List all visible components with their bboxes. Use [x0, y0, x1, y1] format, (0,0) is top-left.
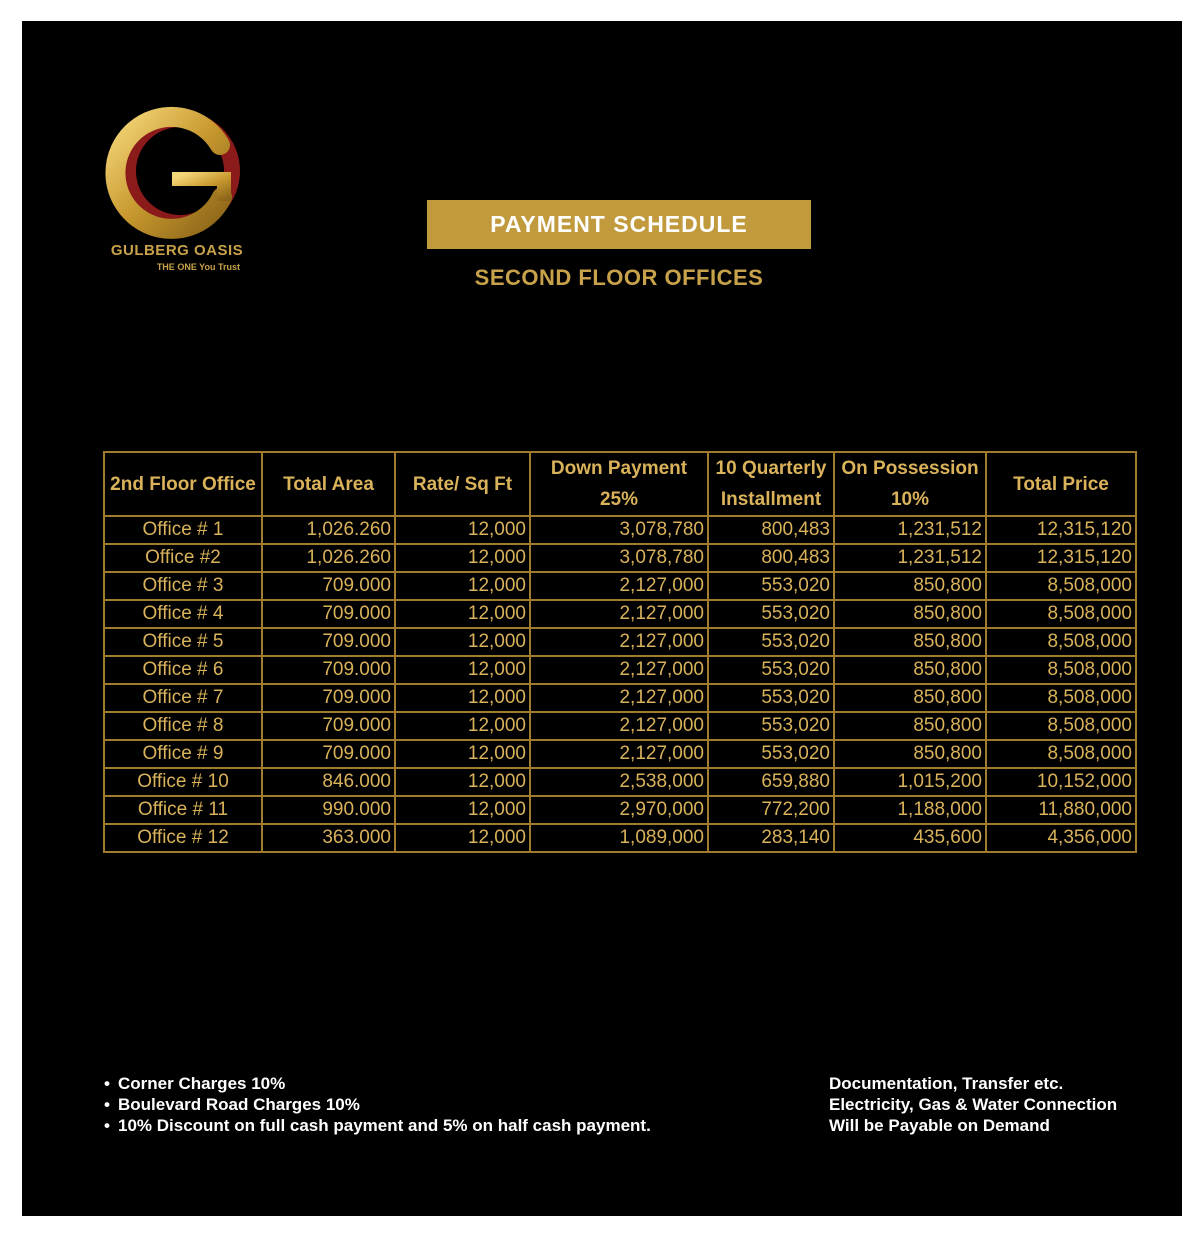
term-item: Will be Payable on Demand: [829, 1116, 1050, 1135]
table-cell: 553,020: [708, 684, 834, 712]
table-cell: 709.000: [262, 712, 395, 740]
table-cell: 10,152,000: [986, 768, 1136, 796]
page-subtitle: SECOND FLOOR OFFICES: [474, 265, 764, 290]
table-cell: 435,600: [834, 824, 986, 852]
table-cell: Office # 1: [104, 516, 262, 544]
table-cell: 12,000: [395, 656, 530, 684]
table-row: [104, 824, 1136, 852]
table-cell: 12,000: [395, 768, 530, 796]
table-cell: 709.000: [262, 600, 395, 628]
column-header: Total Area: [262, 452, 395, 516]
table-cell: 553,020: [708, 628, 834, 656]
table-cell: 8,508,000: [986, 740, 1136, 768]
note-text: Corner Charges 10%: [118, 1074, 286, 1093]
table-cell: 12,000: [395, 600, 530, 628]
term-item: Documentation, Transfer etc.: [829, 1074, 1064, 1093]
table-cell: 8,508,000: [986, 600, 1136, 628]
column-header: Total Price: [986, 452, 1136, 516]
table-cell: 1,231,512: [834, 544, 986, 572]
table-cell: 2,127,000: [530, 572, 708, 600]
table-cell: 553,020: [708, 712, 834, 740]
column-header: 2nd Floor Office: [104, 452, 262, 516]
table-cell: 846.000: [262, 768, 395, 796]
table-cell: 709.000: [262, 656, 395, 684]
table-cell: 283,140: [708, 824, 834, 852]
table-cell: 1,015,200: [834, 768, 986, 796]
bullet-icon: •: [104, 1116, 110, 1135]
gulberg-oasis-logo: [102, 105, 252, 285]
notes-list: [104, 1073, 651, 1136]
table-cell: 850,800: [834, 684, 986, 712]
table-cell: 1,026.260: [262, 544, 395, 572]
table-row: [104, 684, 1136, 712]
note-item: [104, 1094, 651, 1115]
table-cell: 1,089,000: [530, 824, 708, 852]
table-cell: 1,231,512: [834, 516, 986, 544]
table-cell: 12,315,120: [986, 544, 1136, 572]
table-cell: Office # 7: [104, 684, 262, 712]
table-cell: 850,800: [834, 656, 986, 684]
page-title: PAYMENT SCHEDULE: [427, 200, 811, 249]
table-cell: 8,508,000: [986, 628, 1136, 656]
column-header: Rate/ Sq Ft: [395, 452, 530, 516]
table-cell: 12,000: [395, 712, 530, 740]
table-cell: 12,000: [395, 824, 530, 852]
table-cell: 709.000: [262, 684, 395, 712]
table-cell: 850,800: [834, 740, 986, 768]
note-text: Boulevard Road Charges 10%: [118, 1095, 360, 1114]
table-row: [104, 796, 1136, 824]
table-cell: Office # 8: [104, 712, 262, 740]
table-cell: 8,508,000: [986, 712, 1136, 740]
table-cell: 3,078,780: [530, 544, 708, 572]
table-cell: 553,020: [708, 656, 834, 684]
column-header: 10 Quarterly Installment: [708, 452, 834, 516]
table-cell: 850,800: [834, 600, 986, 628]
table-cell: Office # 5: [104, 628, 262, 656]
table-cell: Office # 4: [104, 600, 262, 628]
table-row: [104, 740, 1136, 768]
table-cell: 800,483: [708, 516, 834, 544]
table-cell: 11,880,000: [986, 796, 1136, 824]
table-cell: 553,020: [708, 740, 834, 768]
table-cell: 12,000: [395, 628, 530, 656]
term-item: Electricity, Gas & Water Connection: [829, 1095, 1118, 1114]
table-row: [104, 544, 1136, 572]
table-cell: Office #2: [104, 544, 262, 572]
table-cell: 2,127,000: [530, 656, 708, 684]
brand-name: GULBERG OASIS: [110, 242, 244, 259]
table-cell: Office # 12: [104, 824, 262, 852]
table-cell: 12,000: [395, 796, 530, 824]
table-cell: 709.000: [262, 740, 395, 768]
bullet-icon: •: [104, 1074, 110, 1093]
table-cell: 772,200: [708, 796, 834, 824]
table-cell: 4,356,000: [986, 824, 1136, 852]
table-cell: 2,127,000: [530, 684, 708, 712]
column-header: Down Payment 25%: [530, 452, 708, 516]
table-cell: Office # 11: [104, 796, 262, 824]
table-row: [104, 600, 1136, 628]
table-cell: 1,188,000: [834, 796, 986, 824]
table-row: [104, 572, 1136, 600]
note-item: [104, 1115, 651, 1136]
table-row: [104, 656, 1136, 684]
brand-tagline: THE ONE You Trust: [156, 262, 240, 272]
payment-schedule-table: [103, 451, 1137, 853]
table-cell: 2,127,000: [530, 712, 708, 740]
table-cell: 12,315,120: [986, 516, 1136, 544]
table-cell: 3,078,780: [530, 516, 708, 544]
table-row: [104, 712, 1136, 740]
table-cell: 12,000: [395, 516, 530, 544]
poster-board: [22, 21, 1182, 1216]
table-cell: Office # 3: [104, 572, 262, 600]
table-cell: 850,800: [834, 572, 986, 600]
table-cell: 2,538,000: [530, 768, 708, 796]
table-cell: 659,880: [708, 768, 834, 796]
table-cell: 12,000: [395, 572, 530, 600]
table-cell: 2,127,000: [530, 600, 708, 628]
table-cell: Office # 6: [104, 656, 262, 684]
table-cell: 8,508,000: [986, 572, 1136, 600]
table-cell: 363.000: [262, 824, 395, 852]
table-cell: 8,508,000: [986, 656, 1136, 684]
table-cell: 553,020: [708, 572, 834, 600]
g-logo-icon: [102, 105, 252, 240]
table-cell: 12,000: [395, 544, 530, 572]
table-row: [104, 516, 1136, 544]
table-cell: 12,000: [395, 740, 530, 768]
table-cell: Office # 10: [104, 768, 262, 796]
table-cell: 2,970,000: [530, 796, 708, 824]
table-cell: 800,483: [708, 544, 834, 572]
table-cell: 709.000: [262, 572, 395, 600]
table-cell: 8,508,000: [986, 684, 1136, 712]
table-cell: 2,127,000: [530, 740, 708, 768]
table-cell: 850,800: [834, 712, 986, 740]
table-cell: 850,800: [834, 628, 986, 656]
table-row: [104, 628, 1136, 656]
bullet-icon: •: [104, 1095, 110, 1114]
table-cell: 553,020: [708, 600, 834, 628]
table-cell: 709.000: [262, 628, 395, 656]
column-header: On Possession 10%: [834, 452, 986, 516]
table-cell: 12,000: [395, 684, 530, 712]
note-item: [104, 1073, 651, 1094]
terms-list: [829, 1073, 1117, 1136]
table-cell: 2,127,000: [530, 628, 708, 656]
table-cell: Office # 9: [104, 740, 262, 768]
table-cell: 1,026.260: [262, 516, 395, 544]
table-header-row: [104, 452, 1136, 516]
table-cell: 990.000: [262, 796, 395, 824]
table-row: [104, 768, 1136, 796]
note-text: 10% Discount on full cash payment and 5% on half cash payment.: [118, 1116, 651, 1135]
